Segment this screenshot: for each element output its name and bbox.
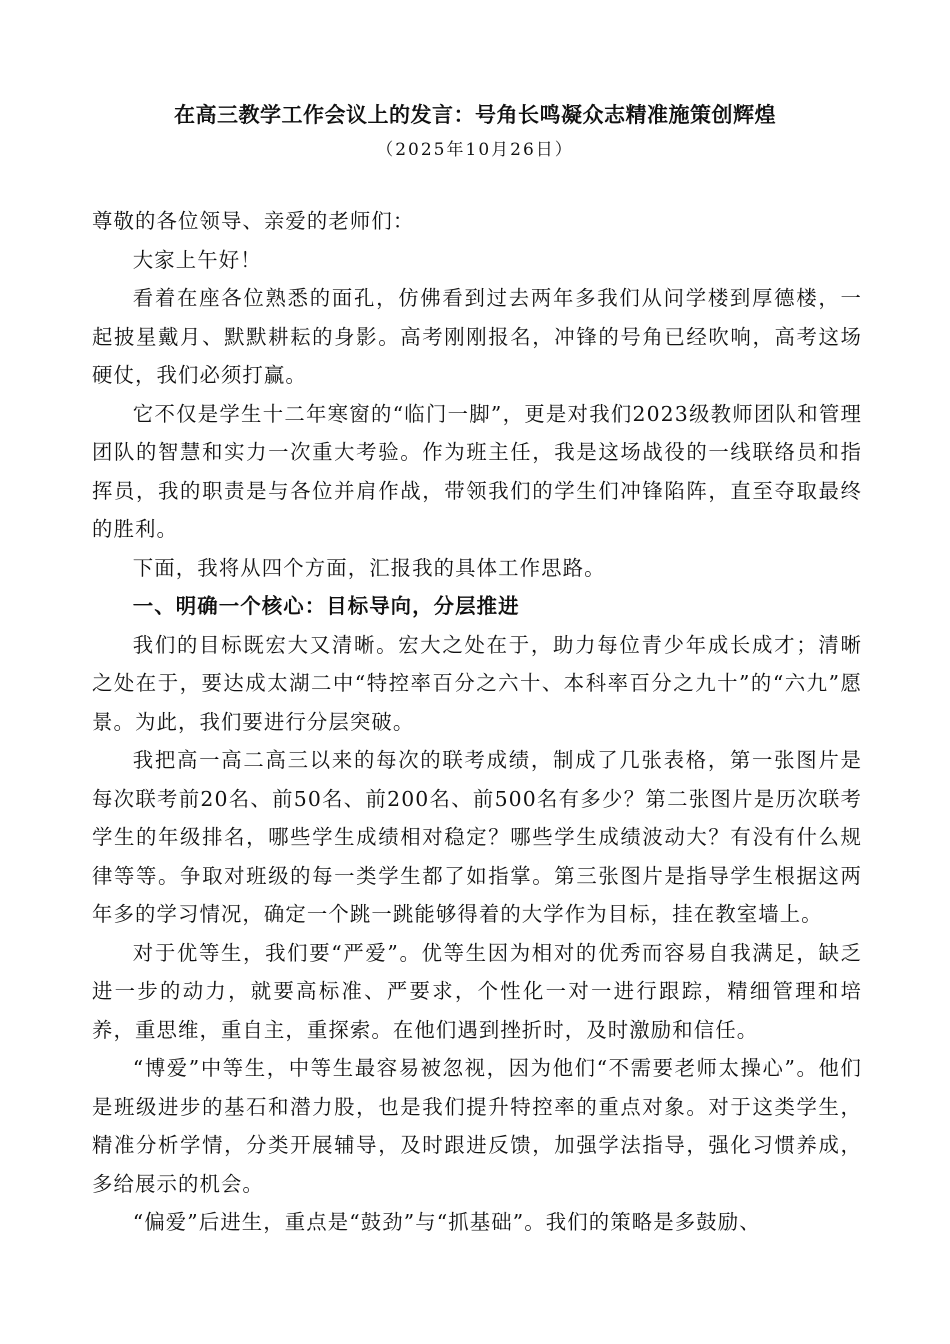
greeting: 大家上午好！ [132, 247, 262, 272]
paragraph: 我把高一高二高三以来的每次的联考成绩，制成了几张表格，第一张图片是每次联考前20名、前50名、前200名、前500名有多少？第二张图片是历次联考学生的年级排名，哪些学生成绩相对稳定？哪些学生成绩波动大？有没有什么规律等等。争取对班级的每一类学生都了如指掌。第三张图片是指导学生根据这两年多的学习情况，确定一个跳一跳能够得着的大学作为目标，挂在教室墙上。 [92, 748, 862, 926]
section-heading: 一、明确一个核心：目标导向，分层推进 [132, 594, 520, 618]
salutation: 尊敬的各位领导、亲爱的老师们： [92, 209, 415, 233]
document-title: 在高三教学工作会议上的发言：号角长鸣凝众志精准施策创辉煌 [174, 102, 776, 127]
paragraph: 看着在座各位熟悉的面孔，仿佛看到过去两年多我们从问学楼到厚德楼，一起披星戴月、默默耕耘的身影。高考刚刚报名，冲锋的号角已经吹响，高考这场硬仗，我们必须打赢。 [92, 286, 862, 387]
paragraph: “博爱”中等生，中等生最容易被忽视，因为他们“不需要老师太操心”。他们是班级进步的基石和潜力股，也是我们提升特控率的重点对象。对于这类学生，精准分析学情，分类开展辅导，及时跟进反馈，加强学法指导，强化习惯养成，多给展示的机会。 [92, 1056, 862, 1196]
paragraph: 我们的目标既宏大又清晰。宏大之处在于，助力每位青少年成长成才；清晰之处在于，要达成太湖二中“特控率百分之六十、本科率百分之九十”的“六九”愿景。为此，我们要进行分层突破。 [92, 632, 862, 734]
paragraph: 下面，我将从四个方面，汇报我的具体工作思路。 [132, 555, 606, 580]
paragraph: “偏爱”后进生，重点是“鼓劲”与“抓基础”。我们的策略是多鼓励、 [132, 1210, 761, 1234]
paragraph: 对于优等生，我们要“严爱”。优等生因为相对的优秀而容易自我满足，缺乏进一步的动力，就要高标准、严要求，个性化一对一进行跟踪，精细管理和培养，重思维，重自主，重探索。在他们遇到挫折时，及时激励和信任。 [92, 940, 862, 1042]
document-body [92, 202, 862, 1242]
paragraph: 它不仅是学生十二年寒窗的“临门一脚”，更是对我们2023级教师团队和管理团队的智慧和实力一次重大考验。作为班主任，我是这场战役的一线联络员和指挥员，我的职责是与各位并肩作战，带领我们的学生们冲锋陷阵，直至夺取最终的胜利。 [92, 401, 862, 541]
document-date: （2025年10月26日） [376, 140, 574, 160]
